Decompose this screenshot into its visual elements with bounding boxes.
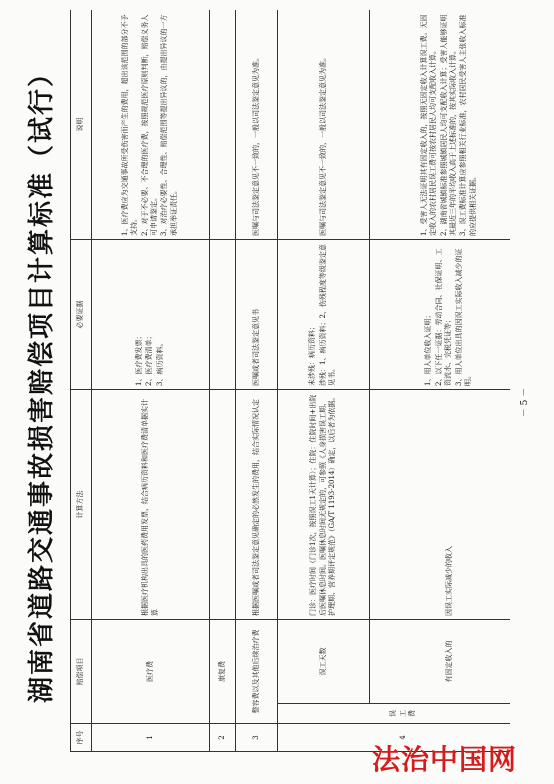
row-method bbox=[210, 390, 236, 620]
header-method: 计算方法 bbox=[71, 390, 92, 620]
row-seq: 1 bbox=[92, 724, 210, 752]
evidence-line: 1、医疗费发票； bbox=[134, 332, 143, 386]
note-line: 2、湖南省城镇标准参照城镇居民人均可支配收入计算；受害人能够证明其最近三年的平均收入高于上述标准的，按其实际收入计算。 bbox=[439, 14, 457, 236]
header-evidence: 必要证据 bbox=[71, 240, 92, 390]
row-group: 误工费 bbox=[278, 704, 511, 724]
row-evidence bbox=[92, 240, 210, 390]
row-item: 有固定收入的 bbox=[370, 620, 511, 704]
evidence-line: 未涉残：病历资料； bbox=[308, 323, 317, 386]
row-item: 医疗费 bbox=[92, 620, 210, 724]
table-header-row bbox=[71, 10, 92, 752]
row-evidence bbox=[210, 240, 236, 390]
note-line: 3、误工费标准计算应参照相关行业标准，农村居民受害人主张收入标准的应提供相关证据。 bbox=[459, 14, 477, 236]
row-evidence bbox=[278, 240, 370, 390]
evidence-line: 3、用人单位出具的因误工实际收入减少的证明。 bbox=[454, 248, 473, 386]
row-item: 整容费以及其他后续治疗费 bbox=[236, 620, 278, 724]
row-note: 医嘱与司法鉴定意见不一致的，一般以司法鉴定意见为准。 bbox=[236, 10, 278, 240]
table-row bbox=[278, 10, 370, 752]
row-evidence: 医嘱或者司法鉴定意见书 bbox=[236, 240, 278, 390]
table-area bbox=[10, 10, 510, 752]
header-note: 说明 bbox=[71, 10, 92, 240]
row-seq: 4 bbox=[278, 724, 511, 752]
row-method: 因误工实际减少的收入 bbox=[370, 390, 511, 620]
evidence-line: 2、医疗费清单； bbox=[145, 332, 154, 386]
note-line: 2、对于不必要、不合理的医疗费，按照规范医疗原则判断，赔偿义务人可申请鉴定。 bbox=[140, 14, 158, 236]
note-line: 1、医疗费应为交通事故所受伤害而产生的费用，超出该范围的部分不予支持。 bbox=[120, 14, 139, 236]
site-watermark: 法治中国网 bbox=[372, 743, 518, 776]
compensation-table bbox=[70, 10, 510, 752]
rotated-sheet bbox=[10, 10, 510, 752]
row-item: 误工天数 bbox=[278, 620, 370, 704]
row-method: 门诊：医疗时间（门诊1次，按照误工1天计算）；住院：住院时间+出院后医嘱休息时间。医嘱休息时间无规定的，可参照《人身损害误工期、护理期、营养期评定规范》（GA/T 1193-2014）确定，以后者为依据。 bbox=[278, 390, 370, 620]
header-seq: 序号 bbox=[71, 724, 92, 752]
row-note bbox=[210, 10, 236, 240]
row-seq: 2 bbox=[210, 724, 236, 752]
note-line: 1、受害人无法证明其有固定收入的，按照无固定收入计算误工费。无固定收入的农村居民误工费可按农村居民人均可支配收入计算。 bbox=[419, 14, 438, 236]
document-title: 湖南省道路交通事故损害赔偿项目计算标准（试行） bbox=[26, 59, 57, 704]
table-row bbox=[370, 10, 511, 752]
page-number: － 5 － bbox=[519, 387, 530, 418]
row-seq: 3 bbox=[236, 724, 278, 752]
header-item: 赔偿项目 bbox=[71, 620, 92, 724]
row-note bbox=[92, 10, 210, 240]
table-row bbox=[236, 10, 278, 752]
row-note: 医嘱与司法鉴定意见不一致的，一般以司法鉴定意见为准。 bbox=[278, 10, 370, 240]
evidence-line: 2、以下任一证据：劳动合同、社保证明、工资流水、完税凭证等； bbox=[434, 248, 453, 386]
evidence-line: 1、用人单位收入证明； bbox=[424, 311, 433, 386]
note-line: 3、对治疗必要性、合理性、赔偿范围等提出异议的，由提出异议的一方承担举证责任。 bbox=[160, 14, 178, 236]
table-row bbox=[92, 10, 210, 752]
row-method: 根据医嘱或者司法鉴定意见确定的必然发生的费用，结合实际情况认定 bbox=[236, 390, 278, 620]
table-row bbox=[210, 10, 236, 752]
evidence-line: 3、病历资料。 bbox=[155, 339, 164, 386]
row-method: 根据医疗机构出具的医药费用发票，结合病历资料和医疗费清单据实计算 bbox=[92, 390, 210, 620]
row-note bbox=[370, 10, 511, 240]
row-item: 康复费 bbox=[210, 620, 236, 724]
evidence-line: 涉残：1、病历资料；2、伤残程度等级鉴定意见书。 bbox=[318, 244, 337, 386]
row-evidence bbox=[370, 240, 511, 390]
